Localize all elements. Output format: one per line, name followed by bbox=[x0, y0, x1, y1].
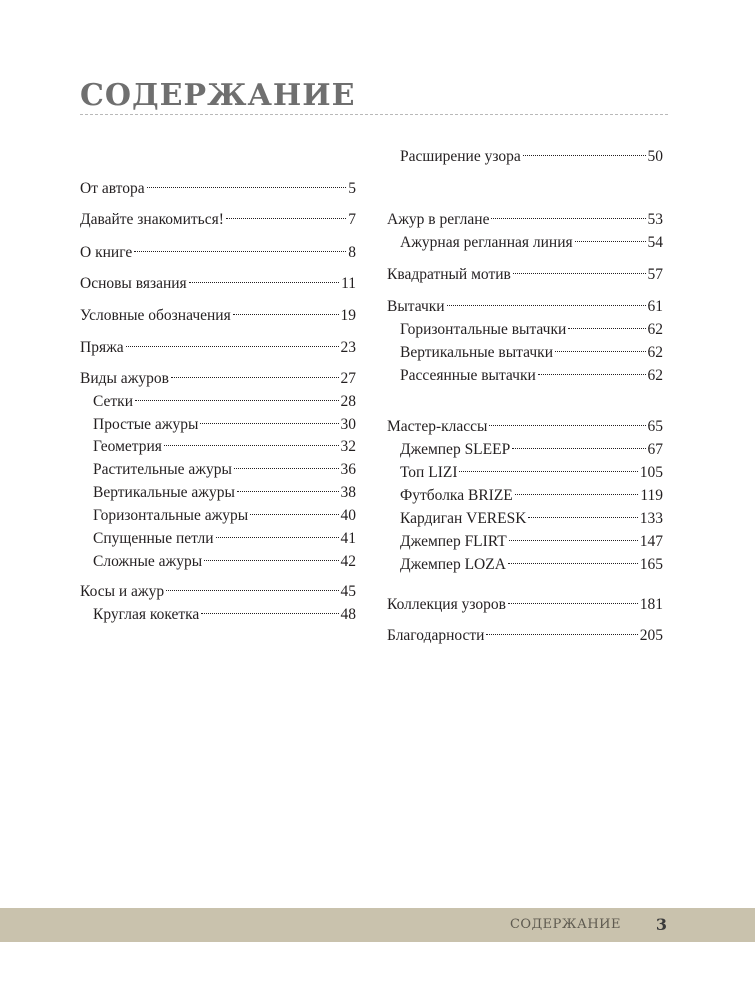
toc-entry-title: Квадратный мотив bbox=[387, 266, 511, 283]
toc-entry-page: 40 bbox=[340, 507, 356, 524]
toc-entry-page: 19 bbox=[340, 307, 356, 324]
toc-entry-page: 45 bbox=[340, 583, 356, 600]
toc-entry-title: Спущенные петли bbox=[93, 530, 214, 547]
toc-entry-page: 42 bbox=[340, 553, 356, 570]
toc-entry-title: Пряжа bbox=[80, 339, 124, 356]
toc-entry bbox=[387, 209, 663, 231]
toc-entry bbox=[93, 604, 356, 626]
toc-entry-title: Круглая кокетка bbox=[93, 606, 200, 623]
toc-entry bbox=[387, 296, 663, 318]
toc-entry-title: Кардиган VERESK bbox=[400, 510, 527, 527]
toc-entry-title: Сложные ажуры bbox=[93, 553, 203, 570]
toc-entry-page: 7 bbox=[348, 211, 356, 228]
toc-entry-title: Коллекция узоров bbox=[387, 596, 506, 613]
toc-entry-title: Сетки bbox=[93, 393, 134, 410]
toc-entry-title: Ажур в реглане bbox=[387, 211, 490, 228]
toc-entry bbox=[80, 209, 356, 231]
toc-entry bbox=[93, 551, 356, 573]
toc-entry-title: О книге bbox=[80, 244, 133, 261]
toc-entry-page: 41 bbox=[340, 530, 356, 547]
toc-entry-page: 27 bbox=[340, 370, 356, 387]
toc-entry bbox=[400, 531, 663, 553]
toc-entry-page: 11 bbox=[341, 275, 356, 292]
toc-entry bbox=[93, 414, 356, 436]
toc-entry bbox=[400, 485, 663, 507]
toc-dot-leader bbox=[508, 563, 638, 564]
toc-entry bbox=[80, 368, 356, 390]
footer-page-number: 3 bbox=[655, 915, 667, 934]
toc-dot-leader bbox=[189, 282, 339, 283]
toc-entry bbox=[400, 365, 663, 387]
toc-entry-page: 50 bbox=[647, 148, 663, 165]
toc-entry bbox=[80, 581, 356, 603]
footer-section-label: СОДЕРЖАНИЕ bbox=[509, 917, 621, 932]
toc-dot-leader bbox=[523, 155, 646, 156]
toc-entry-page: 65 bbox=[647, 418, 663, 435]
toc-dot-leader bbox=[233, 314, 339, 315]
toc-entry-title: Джемпер SLEEP bbox=[400, 441, 511, 458]
toc-entry-page: 62 bbox=[647, 321, 663, 338]
toc-dot-leader bbox=[201, 613, 338, 614]
toc-entry bbox=[80, 273, 356, 295]
toc-dot-leader bbox=[513, 273, 646, 274]
toc-dot-leader bbox=[226, 218, 346, 219]
toc-dot-leader bbox=[555, 351, 646, 352]
toc-entry-title: Благодарности bbox=[387, 627, 485, 644]
toc-dot-leader bbox=[528, 517, 637, 518]
toc-dot-leader bbox=[237, 491, 339, 492]
toc-entry bbox=[387, 625, 663, 647]
toc-entry-title: Джемпер LOZA bbox=[400, 556, 506, 573]
toc-entry-page: 32 bbox=[340, 438, 356, 455]
page-title: СОДЕРЖАНИЕ bbox=[80, 78, 356, 113]
toc-entry-title: Давайте знакомиться! bbox=[80, 211, 224, 228]
toc-entry bbox=[400, 554, 663, 576]
title-divider bbox=[80, 114, 668, 115]
toc-dot-leader bbox=[135, 400, 338, 401]
toc-entry-page: 165 bbox=[639, 556, 663, 573]
toc-entry-page: 30 bbox=[340, 416, 356, 433]
toc-dot-leader bbox=[489, 425, 645, 426]
toc-dot-leader bbox=[486, 634, 637, 635]
toc-entry-title: Растительные ажуры bbox=[93, 461, 232, 478]
toc-entry-page: 119 bbox=[640, 487, 663, 504]
toc-entry bbox=[80, 337, 356, 359]
toc-dot-leader bbox=[515, 494, 639, 495]
toc-entry-title: Виды ажуров bbox=[80, 370, 169, 387]
toc-dot-leader bbox=[459, 471, 637, 472]
toc-entry-page: 133 bbox=[639, 510, 663, 527]
toc-dot-leader bbox=[575, 241, 646, 242]
toc-dot-leader bbox=[200, 423, 338, 424]
toc-entry-page: 181 bbox=[639, 596, 663, 613]
toc-entry bbox=[387, 264, 663, 286]
toc-dot-leader bbox=[147, 187, 347, 188]
toc-entry-title: Вертикальные ажуры bbox=[93, 484, 235, 501]
toc-entry-page: 36 bbox=[340, 461, 356, 478]
toc-entry bbox=[400, 462, 663, 484]
toc-dot-leader bbox=[447, 305, 646, 306]
toc-dot-leader bbox=[126, 346, 339, 347]
toc-entry bbox=[400, 439, 663, 461]
toc-dot-leader bbox=[234, 468, 339, 469]
toc-dot-leader bbox=[216, 537, 339, 538]
toc-entry-page: 54 bbox=[647, 234, 663, 251]
toc-dot-leader bbox=[166, 590, 338, 591]
toc-entry bbox=[93, 482, 356, 504]
toc-entry-page: 105 bbox=[639, 464, 663, 481]
toc-dot-leader bbox=[491, 218, 645, 219]
toc-entry-page: 5 bbox=[348, 180, 356, 197]
toc-entry-title: Косы и ажур bbox=[80, 583, 165, 600]
toc-entry bbox=[93, 459, 356, 481]
toc-entry bbox=[400, 146, 663, 168]
toc-entry bbox=[80, 178, 356, 200]
toc-entry bbox=[387, 594, 663, 616]
toc-entry bbox=[80, 305, 356, 327]
toc-entry bbox=[400, 232, 663, 254]
toc-entry bbox=[400, 342, 663, 364]
toc-entry-title: Геометрия bbox=[93, 438, 162, 455]
toc-entry-page: 61 bbox=[647, 298, 663, 315]
toc-dot-leader bbox=[134, 251, 346, 252]
toc-entry bbox=[400, 319, 663, 341]
toc-entry-title: Расширение узора bbox=[400, 148, 521, 165]
toc-entry-page: 53 bbox=[647, 211, 663, 228]
toc-entry-title: Вытачки bbox=[387, 298, 445, 315]
toc-entry-page: 62 bbox=[647, 344, 663, 361]
toc-entry-title: От автора bbox=[80, 180, 145, 197]
toc-dot-leader bbox=[508, 603, 638, 604]
toc-dot-leader bbox=[250, 514, 338, 515]
toc-entry-page: 8 bbox=[348, 244, 356, 261]
toc-dot-leader bbox=[538, 374, 646, 375]
footer-bar bbox=[0, 908, 755, 942]
toc-entry-title: Горизонтальные вытачки bbox=[400, 321, 567, 338]
toc-entry-page: 48 bbox=[340, 606, 356, 623]
toc-dot-leader bbox=[171, 377, 339, 378]
toc-entry-page: 38 bbox=[340, 484, 356, 501]
toc-dot-leader bbox=[204, 560, 338, 561]
toc-entry bbox=[387, 416, 663, 438]
toc-entry-title: Простые ажуры bbox=[93, 416, 199, 433]
toc-entry-title: Джемпер FLIRT bbox=[400, 533, 507, 550]
toc-entry-page: 23 bbox=[340, 339, 356, 356]
toc-entry bbox=[93, 436, 356, 458]
toc-entry-page: 205 bbox=[639, 627, 663, 644]
toc-entry bbox=[93, 505, 356, 527]
toc-entry-title: Мастер-классы bbox=[387, 418, 488, 435]
toc-entry bbox=[93, 391, 356, 413]
toc-dot-leader bbox=[509, 540, 638, 541]
toc-entry-title: Футболка BRIZE bbox=[400, 487, 513, 504]
toc-entry-title: Основы вязания bbox=[80, 275, 187, 292]
toc-entry bbox=[80, 242, 356, 264]
toc-entry-title: Условные обозначения bbox=[80, 307, 231, 324]
toc-entry-page: 28 bbox=[340, 393, 356, 410]
toc-dot-leader bbox=[512, 448, 645, 449]
toc-entry-title: Топ LIZI bbox=[400, 464, 458, 481]
toc-entry-page: 62 bbox=[647, 367, 663, 384]
toc-entry bbox=[93, 528, 356, 550]
toc-entry-page: 67 bbox=[647, 441, 663, 458]
toc-entry-title: Ажурная регланная линия bbox=[400, 234, 573, 251]
toc-entry-page: 57 bbox=[647, 266, 663, 283]
toc-dot-leader bbox=[164, 445, 339, 446]
toc-entry-title: Горизонтальные ажуры bbox=[93, 507, 249, 524]
toc-entry-title: Рассеянные вытачки bbox=[400, 367, 536, 384]
toc-dot-leader bbox=[568, 328, 645, 329]
toc-entry-page: 147 bbox=[639, 533, 663, 550]
toc-entry bbox=[400, 508, 663, 530]
toc-entry-title: Вертикальные вытачки bbox=[400, 344, 553, 361]
